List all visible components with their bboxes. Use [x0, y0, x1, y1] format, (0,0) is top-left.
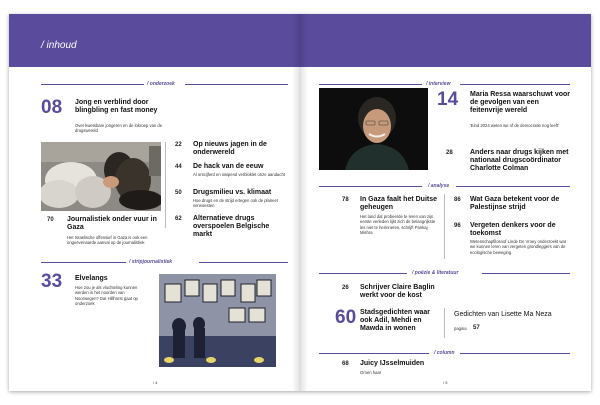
right-page	[300, 14, 591, 391]
item-subtitle: Al ontcijferd en swipend verbloklet onze aandacht	[193, 172, 285, 177]
column-divider	[444, 194, 445, 259]
section-label-interview: / interview	[426, 81, 451, 87]
gaza-title[interactable]: Journalistiek onder vuur in Gaza	[67, 216, 157, 231]
interview-subtitle: 'Eind 2024 weten we of de democratie nog leeft'	[470, 123, 559, 128]
item-subtitle: Wetenschapfilosoof Linde De Vroey onderzoekt wat we kunnen leren van vergeten grondleggers van de ecologische beweging	[470, 239, 566, 255]
section-label-onderzoek: / onderzoek	[147, 81, 175, 87]
section-rule	[319, 186, 422, 187]
item-subtitle: Groen haar	[360, 370, 382, 375]
item-title[interactable]: De hack van de eeuw	[193, 163, 264, 170]
gaza-number: 70	[47, 217, 54, 223]
comic-illustration	[159, 274, 276, 367]
section-rule	[460, 84, 570, 85]
item-subtitle: Het land dat probeerde te leren van zijn eerste verleden lijkt zich de belangrijkste les niet te herinneren, schrijft Pankaj Mishra	[360, 214, 436, 235]
page-title: / inhoud	[41, 40, 77, 51]
feature-subtitle: Over kwetsbare jongeren en de lokroep van de drugswereld	[75, 123, 163, 134]
item-title[interactable]: In Gaza faalt het Duitse geheugen	[360, 196, 438, 211]
item-number: 78	[342, 197, 349, 203]
side-page-number: 57	[473, 325, 480, 331]
interview-title[interactable]: Maria Ressa waarschuwt voor de gevolgen van een feitenvrije wereld	[470, 91, 570, 114]
item-number: 68	[342, 361, 349, 367]
item-title[interactable]: Vergeten denkers voor de toekomst	[470, 222, 556, 237]
section-rule	[199, 262, 288, 263]
item-title[interactable]: Anders naar drugs kijken met nationaal drugscoördinator Charlotte Colman	[470, 149, 569, 172]
feature-number: 08	[41, 97, 63, 118]
item-title[interactable]: Juicy IJsselmuiden	[360, 360, 425, 367]
column-divider	[444, 308, 445, 338]
portrait-photo	[319, 88, 428, 170]
item-title[interactable]: Wat Gaza betekent voor de Palestijnse strijd	[470, 196, 560, 211]
strip-subtitle: Hoe zou je als vluchteling kunnen werden in het noorden van Noorwegen? Dat Hillhorst gaat op onderzoek	[75, 285, 138, 306]
gaza-photo	[41, 142, 161, 211]
item-subtitle: Hoe drugs en de strijd ertegen ook de planeet verwoesten	[193, 198, 278, 209]
feature-title[interactable]: Jong en verblind door blingbling en fast money	[75, 99, 158, 114]
section-rule	[41, 262, 126, 263]
header-band	[300, 14, 591, 67]
header-band	[9, 14, 300, 67]
item-title[interactable]: Op nieuws jagen in de onderwereld	[193, 141, 267, 156]
item-number: 26	[342, 285, 349, 291]
item-number: 86	[454, 197, 461, 203]
gaza-subtitle: Het Israëlische offensief in Gaza is ook een ongeëvenaarde aanval op de journalistiek	[67, 235, 148, 246]
item-number: 60	[335, 307, 357, 328]
magazine-spread	[9, 14, 591, 391]
side-title[interactable]: Gedichten van Lisette Ma Neza	[454, 311, 552, 318]
section-rule	[482, 273, 570, 274]
interview-number: 14	[437, 89, 459, 110]
item-title[interactable]: Schrijver Claire Baglin werkt voor de kost	[360, 284, 435, 299]
item-title[interactable]: Alternatieve drugs overspoelen Belgische markt	[193, 215, 270, 238]
section-label-poezie: / poëzie & literatuur	[412, 270, 459, 276]
section-rule	[319, 353, 429, 354]
section-label-strip: / stripjournalistiek	[129, 259, 173, 265]
item-title[interactable]: Drugsmilieu vs. klimaat	[193, 189, 272, 196]
column-divider	[165, 142, 166, 228]
section-rule	[460, 353, 570, 354]
item-number: 96	[454, 223, 461, 229]
item-number: 50	[175, 190, 182, 196]
item-number: 28	[446, 150, 453, 156]
side-page-label: pagina	[454, 326, 467, 331]
section-rule	[319, 84, 422, 85]
item-number: 44	[175, 164, 182, 170]
page-number: / 5	[443, 380, 448, 385]
item-number: 22	[175, 142, 182, 148]
page-number: / 4	[153, 380, 158, 385]
section-rule	[185, 84, 288, 85]
section-rule	[319, 273, 407, 274]
section-label-column: / column	[434, 350, 455, 356]
item-title[interactable]: Stadsgedichten waar ook Adil, Mehdi en Mawda in wonen	[360, 309, 431, 332]
section-rule	[456, 186, 570, 187]
section-label-analyse: / analyse	[428, 183, 450, 189]
item-number: 62	[175, 216, 182, 222]
strip-title[interactable]: Elvelangs	[75, 275, 108, 282]
section-rule	[41, 84, 144, 85]
left-page	[9, 14, 300, 391]
strip-number: 33	[41, 271, 63, 292]
